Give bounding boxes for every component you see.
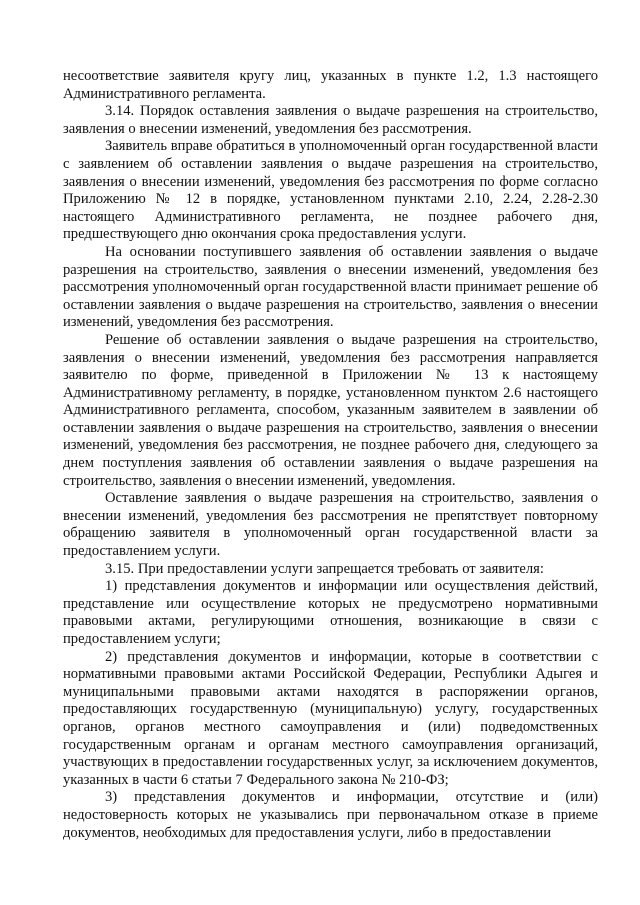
list-item: 3) представления документов и информации, отсутствие и (или) недостоверность которых не указывались при первоначальном отказе в приеме документов, необходимых для предоставления услуги, либо в предоставлении xyxy=(63,789,598,841)
document-body xyxy=(63,68,598,842)
list-item: 1) представления документов и информации или осуществления действий, представление или осуществление которых не предусмотрено нормативными правовыми актами, регулирующими отношения, возникающие в связи с предоставлением услуги; xyxy=(63,578,598,647)
paragraph: Оставление заявления о выдаче разрешения на строительство, заявления о внесении изменений, уведомления без рассмотрения не препятствует повторному обращению заявителя в уполномоченный орган государственной власти за предоставлением услуги. xyxy=(63,490,598,560)
paragraph: Заявитель вправе обратиться в уполномоченный орган государственной власти с заявлением об оставлении заявления о выдаче разрешения на строительство, заявления о внесении изменений, уведомления без рассмотрения по форме согласно Приложению № 12 в порядке, установленном пунктами 2.10, 2.24, 2.28-2.30 настоящего Административного регламента, не позднее рабочего дня, предшествующего дню окончания срока предоставления услуги. xyxy=(63,138,598,243)
section-heading-3-15: 3.15. При предоставлении услуги запрещается требовать от заявителя: xyxy=(105,560,544,577)
list-item: 2) представления документов и информации, которые в соответствии с нормативными правовыми актами Российской Федерации, Республики Адыгея и муниципальными правовыми актами находятся в распоряжении органов, предоставляющих государственную (муниципальную) услугу, государственных органов, органов местного самоуправления и (или) подведомственных государственным органам и органам местного самоуправления организаций, участвующих в предоставлении государственных услуг, за исключением документов, указанных в части 6 статьи 7 Федерального закона № 210-ФЗ; xyxy=(63,648,598,788)
section-heading-3-14: 3.14. Порядок оставления заявления о выдаче разрешения на строительство, заявления о внесении изменений, уведомления без рассмотрения. xyxy=(63,103,598,137)
paragraph-continuation: несоответствие заявителя кругу лиц, указанных в пункте 1.2, 1.3 настоящего Административного регламента. xyxy=(63,68,598,102)
paragraph: На основании поступившего заявления об оставлении заявления о выдаче разрешения на строительство, заявления о внесении изменений, уведомления без рассмотрения уполномоченный орган государственной власти принимает решение об оставлении заявления о выдаче разрешения на строительство, заявления о внесении изменений, уведомления без рассмотрения. xyxy=(63,243,598,331)
paragraph: Решение об оставлении заявления о выдаче разрешения на строительство, заявления о внесении изменений, уведомления без рассмотрения направляется заявителю по форме, приведенной в Приложении № 13 к настоящему Административному регламенту, в порядке, установленном пунктом 2.6 настоящего Административного регламента, способом, указанным заявителем в заявлении об оставлении заявления о выдаче разрешения на строительство, заявления о внесении изменений, уведомления без рассмотрения, не позднее рабочего дня, следующего за днем поступления заявления об оставлении заявления о выдаче разрешения на строительство, заявления о внесении изменений, уведомления. xyxy=(63,331,598,489)
